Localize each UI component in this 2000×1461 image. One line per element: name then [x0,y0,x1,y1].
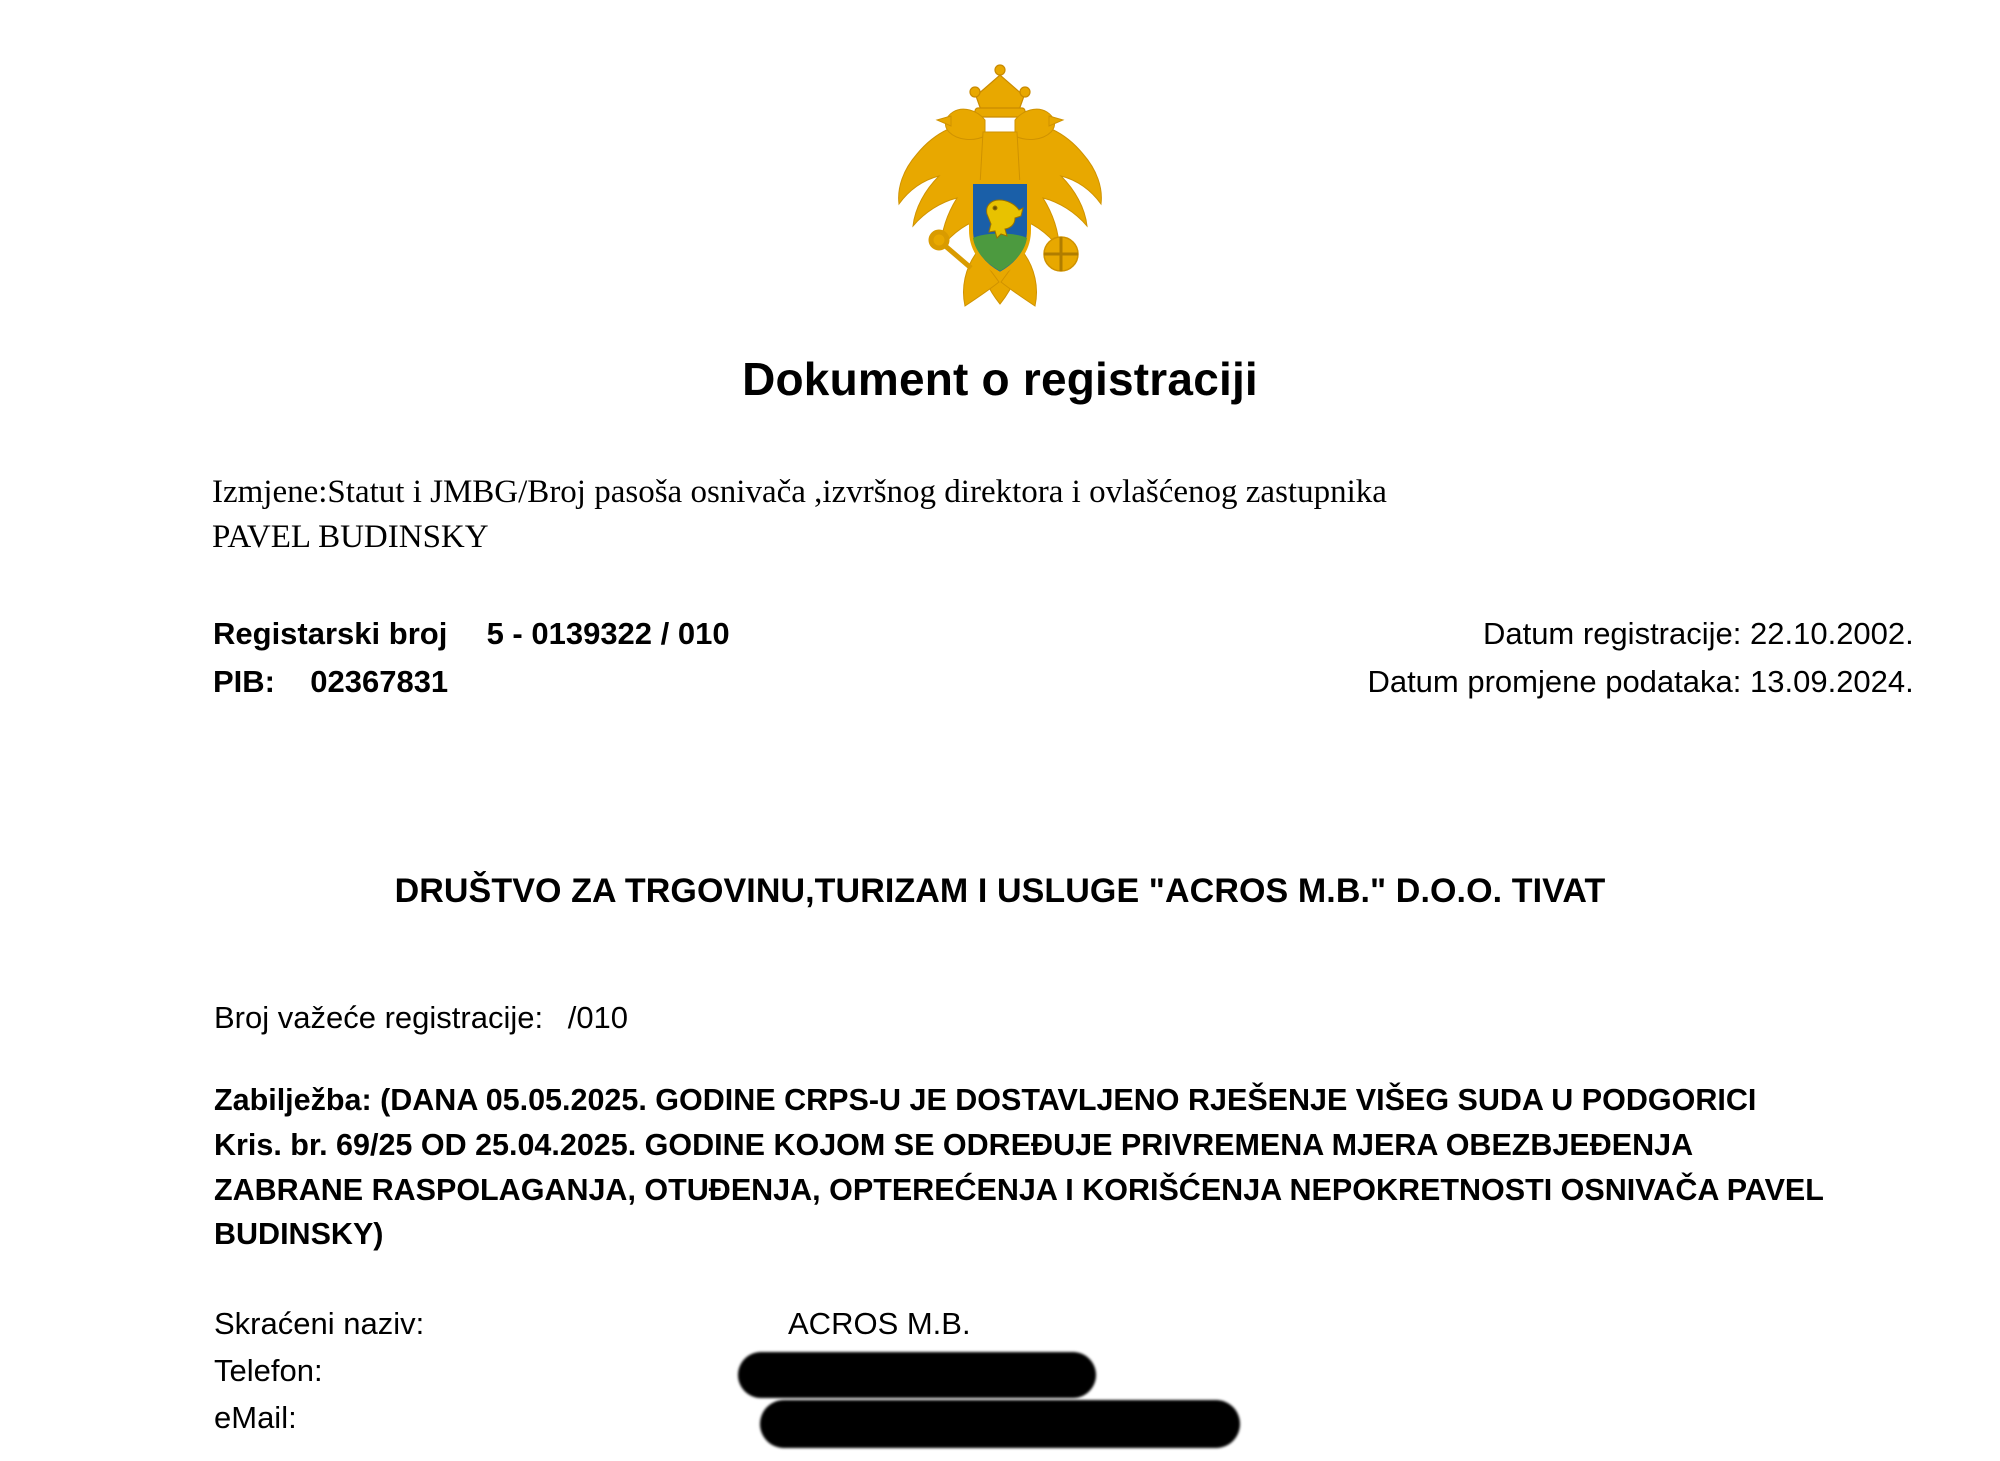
redaction-bar-email [760,1400,1240,1448]
change-date-row [1240,658,1960,706]
amendments-text [212,470,1912,559]
amendments-line-1: Izmjene:Statut i JMBG/Broj pasoša osnivača ,izvršnog direktora i ovlašćenog zastupnika [212,474,1387,510]
coat-of-arms-container [0,62,2000,327]
redaction-bar-phone [738,1352,1096,1398]
change-date-label: Datum promjene podataka: [1367,664,1742,700]
pib-row [213,658,730,706]
registration-number-value: 5 - 0139322 / 010 [486,616,730,651]
valid-registration-label: Broj važeće registracije: [214,1000,544,1035]
phone-label: Telefon: [214,1353,323,1388]
short-name-label: Skraćeni naziv: [214,1306,425,1341]
email-label: eMail: [214,1400,297,1435]
change-date-value: 13.09.2024. [1750,664,1914,700]
valid-registration-value: /010 [567,1000,629,1035]
page-title: Dokument o registraciji [742,353,1258,405]
montenegro-coat-of-arms-icon [865,62,1135,327]
registration-date-row [1240,610,1960,658]
registration-date-label: Datum registracije: [1482,616,1742,651]
registration-date-value: 22.10.2002. [1750,616,1914,651]
note-block [214,1078,1824,1257]
note-label: Zabilježba: [214,1083,372,1117]
registration-number-row [213,610,730,658]
registration-identifiers [213,610,730,706]
registration-number-label: Registarski broj [213,616,448,651]
pib-value: 02367831 [310,664,449,700]
short-name-value: ACROS M.B. [788,1306,971,1341]
registration-dates [1240,610,1960,706]
note-text: (DANA 05.05.2025. GODINE CRPS-U JE DOSTAVLJENO RJEŠENJE VIŠEG SUDA U PODGORICI Kris. br. 69/25 OD 25.04.2025. GODINE KOJOM SE ODREĐUJE PRIVREMENA MJERA OBEZBJEĐENJA ZABRANE RASPOLAGANJA, OTUĐENJA, OPTEREĆENJA I KORIŠĆENJA NEPOKRETNOSTI OSNIVAČA PAVEL BUDINSKY) [214,1083,1824,1252]
pib-label: PIB: [213,664,275,700]
valid-registration-row [214,1000,628,1036]
company-name: DRUŠTVO ZA TRGOVINU,TURIZAM I USLUGE "ACROS M.B." D.O.O. TIVAT [394,872,1606,910]
detail-row [214,1300,1914,1347]
amendments-line-2: PAVEL BUDINSKY [212,518,489,555]
